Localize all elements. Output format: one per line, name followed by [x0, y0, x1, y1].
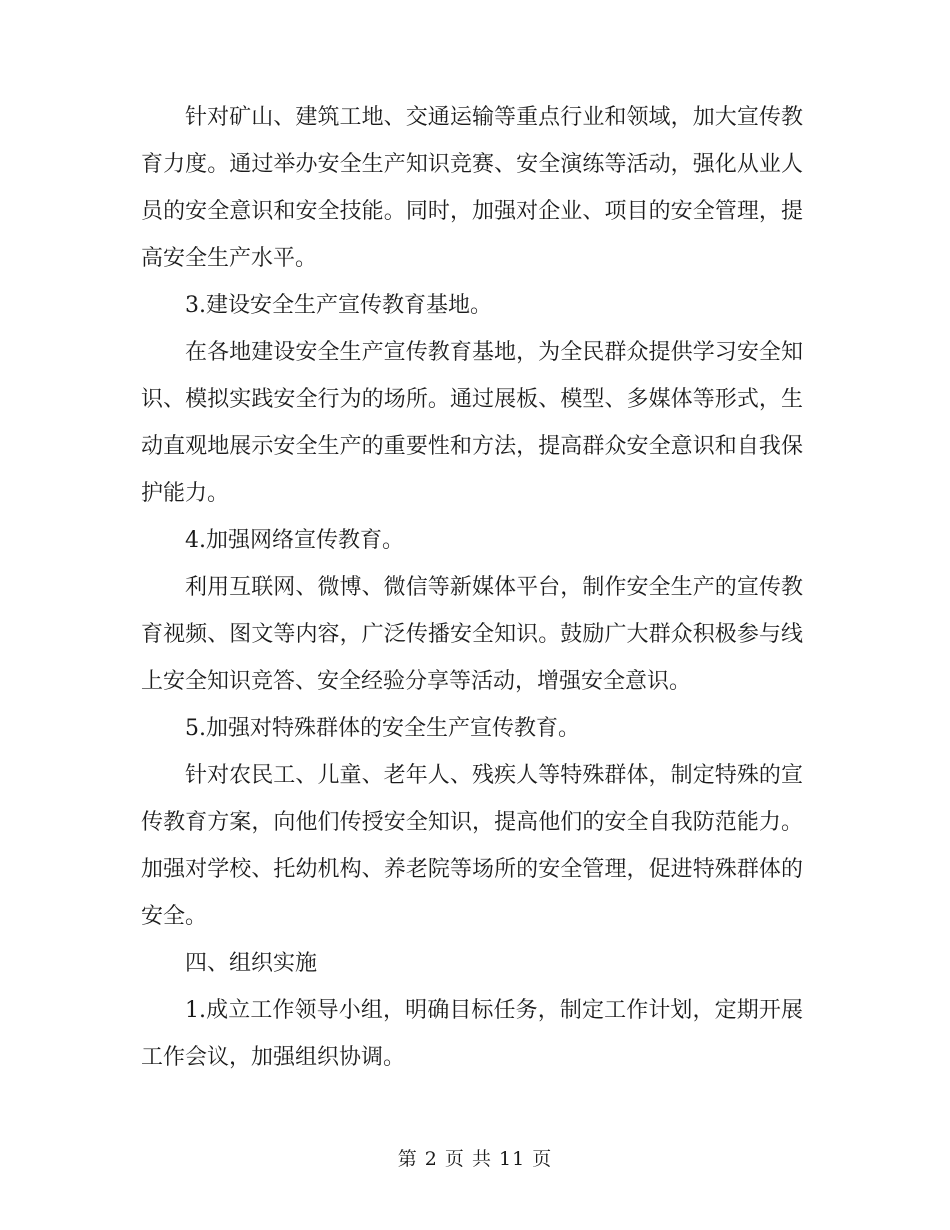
paragraph-education-base: 在各地建设安全生产宣传教育基地，为全民群众提供学习安全知识、模拟实践安全行为的场所。通过展板、模型、多媒体等形式，生动直观地展示安全生产的重要性和方法，提高群众安全意识和自我保护能力。 [141, 340, 803, 506]
paragraph-network-education: 利用互联网、微博、微信等新媒体平台，制作安全生产的宣传教育视频、图文等内容，广泛传播安全知识。鼓励广大群众积极参与线上安全知识竞答、安全经验分享等活动，增强安全意识。 [141, 575, 803, 694]
page-number-footer: 第 2 页 共 11 页 [397, 1148, 553, 1170]
heading-network-education: 4.加强网络宣传教育。 [185, 528, 404, 553]
paragraph-key-industries: 针对矿山、建筑工地、交通运输等重点行业和领域，加大宣传教育力度。通过举办安全生产知识竞赛、安全演练等活动，强化从业人员的安全意识和安全技能。同时，加强对企业、项目的安全管理，提高安全生产水平。 [141, 105, 803, 271]
paragraph-leadership-group: 1.成立工作领导小组，明确目标任务，制定工作计划，定期开展工作会议，加强组织协调。 [141, 998, 803, 1070]
document-body [141, 94, 803, 1081]
paragraph-special-groups: 针对农民工、儿童、老年人、残疾人等特殊群体，制定特殊的宣传教育方案，向他们传授安全知识，提高他们的安全自我防范能力。加强对学校、托幼机构、养老院等场所的安全管理，促进特殊群体的安全。 [141, 763, 803, 929]
heading-special-groups: 5.加强对特殊群体的安全生产宣传教育。 [185, 716, 580, 741]
heading-education-base: 3.建设安全生产宣传教育基地。 [185, 293, 492, 318]
section-heading-implementation: 四、组织实施 [185, 951, 318, 976]
